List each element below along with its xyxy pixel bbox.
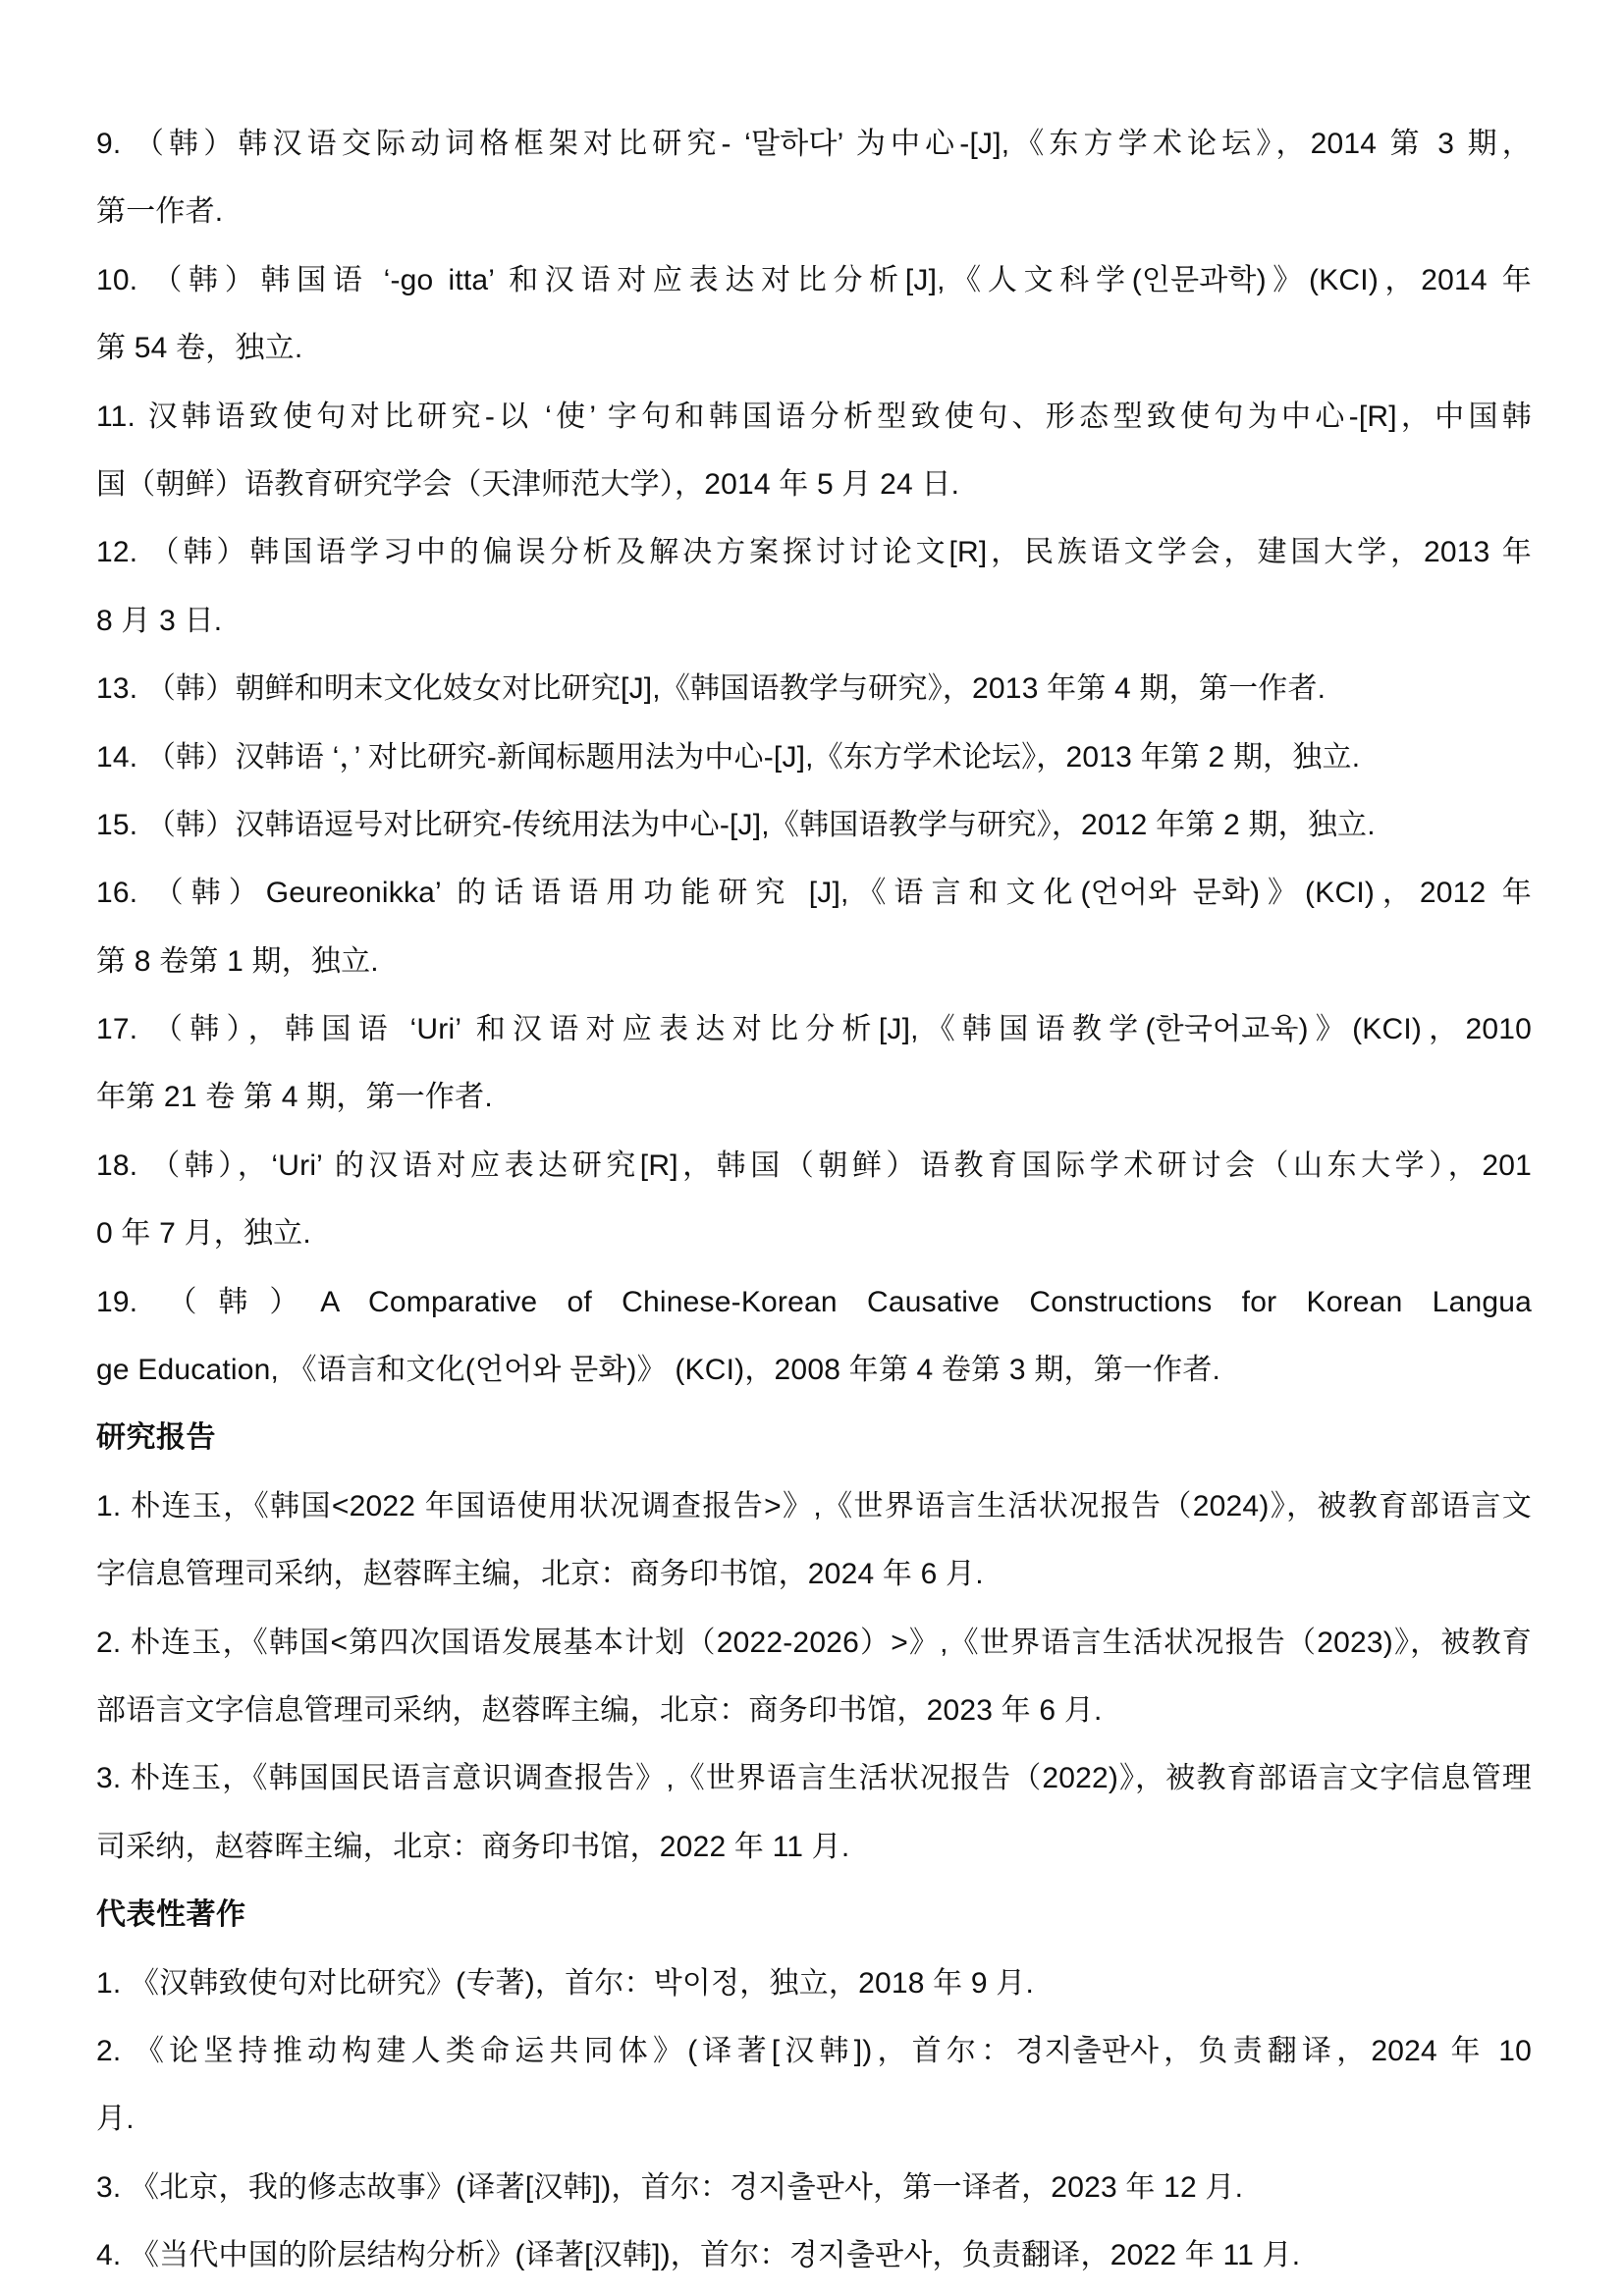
document-line: 3. 《北京，我的修志故事》(译著[汉韩])，首尔：경지출판사，第一译者，2023 年 12 月. (96, 2170, 1244, 2204)
document-line: 4. 《当代中国的阶层结构分析》(译著[汉韩])，首尔：경지출판사，负责翻译，2022 年 11 月. (96, 2239, 1301, 2272)
document-line: 8 月 3 日. (96, 604, 223, 637)
document-line: 19. （韩）A Comparative of Chinese-Korean Causative Constructions for Korean Langua (96, 1285, 1532, 1318)
document-line: 11. 汉韩语致使句对比研究-以 ‘使’ 字句和韩国语分析型致使句、形态型致使句为中心-[R]，中国韩 (96, 400, 1532, 433)
section-heading: 代表性著作 (96, 1898, 246, 1932)
document-line: 10. （韩）韩国语 ‘-go itta’ 和汉语对应表达对比分析[J],《人文科学(인문과학)》(KCI)，2014 年 (96, 263, 1532, 296)
document-line: 16. （韩）Geureonikka’ 的话语语用功能研究 [J],《语言和文化(언어와 문화)》(KCI)，2012 年 (96, 877, 1532, 910)
document-line: 13. （韩）朝鲜和明末文化妓女对比研究[J],《韩国语教学与研究》，2013 年第 4 期，第一作者. (96, 672, 1326, 706)
section-heading: 研究报告 (96, 1421, 216, 1455)
document-line: 部语言文字信息管理司采纳，赵蓉晖主编，北京：商务印书馆，2023 年 6 月. (96, 1693, 1103, 1727)
document-line: 2. 朴连玉，《韩国<第四次国语发展基本计划（2022-2026）>》,《世界语言生活状况报告（2023)》，被教育 (96, 1626, 1532, 1659)
document-line: 年第 21 卷 第 4 期，第一作者. (96, 1081, 493, 1114)
document-line: 14. （韩）汉韩语 ‘，’ 对比研究-新闻标题用法为中心-[J],《东方学术论坛》，2013 年第 2 期，独立. (96, 740, 1361, 774)
document-line: 15. （韩）汉韩语逗号对比研究-传统用法为中心-[J],《韩国语教学与研究》，2012 年第 2 期，独立. (96, 808, 1376, 841)
document-line: ge Education, 《语言和文化(언어와 문화)》 (KCI)，2008 年第 4 卷第 3 期，第一作者. (96, 1354, 1221, 1387)
document-line: 0 年 7 月，独立. (96, 1217, 311, 1251)
document-line: 月. (96, 2103, 135, 2136)
document-body (96, 110, 1532, 2290)
document-line: 国（朝鲜）语教育研究学会（天津师范大学），2014 年 5 月 24 日. (96, 467, 960, 501)
document-line: 1. 《汉韩致使句对比研究》(专著)，首尔：박이정，独立，2018 年 9 月. (96, 1966, 1035, 2000)
document-line: 9. （韩）韩汉语交际动词格框架对比研究- ‘말하다’ 为中心-[J],《东方学术论坛》，2014 第 3 期， (96, 128, 1532, 160)
document-line: 第一作者. (96, 195, 224, 229)
document-line: 2. 《论坚持推动构建人类命运共同体》(译著[汉韩])，首尔：경지출판사，负责翻译，2024 年 10 (96, 2034, 1532, 2067)
document-line: 17. （韩），韩国语 ‘Uri’ 和汉语对应表达对比分析[J],《韩国语教学(한국어교육)》(KCI)，2010 (96, 1013, 1532, 1046)
document-line: 字信息管理司采纳，赵蓉晖主编，北京：商务印书馆，2024 年 6 月. (96, 1558, 984, 1591)
document-line: 18. （韩），‘Uri’ 的汉语对应表达研究[R]，韩国（朝鲜）语教育国际学术研讨会（山东大学），201 (96, 1148, 1532, 1182)
document-line: 1. 朴连玉，《韩国<2022 年国语使用状况调查报告>》,《世界语言生活状况报告（2024)》，被教育部语言文 (96, 1489, 1532, 1522)
document-line: 司采纳，赵蓉晖主编，北京：商务印书馆，2022 年 11 月. (96, 1830, 850, 1863)
document-line: 12. （韩）韩国语学习中的偏误分析及解决方案探讨讨论文[R]，民族语文学会，建国大学，2013 年 (96, 536, 1532, 569)
document-line: 第 8 卷第 1 期，独立. (96, 944, 379, 978)
document-line: 3. 朴连玉，《韩国国民语言意识调查报告》,《世界语言生活状况报告（2022)》，被教育部语言文字信息管理 (96, 1762, 1532, 1795)
document-line: 第 54 卷，独立. (96, 332, 303, 365)
